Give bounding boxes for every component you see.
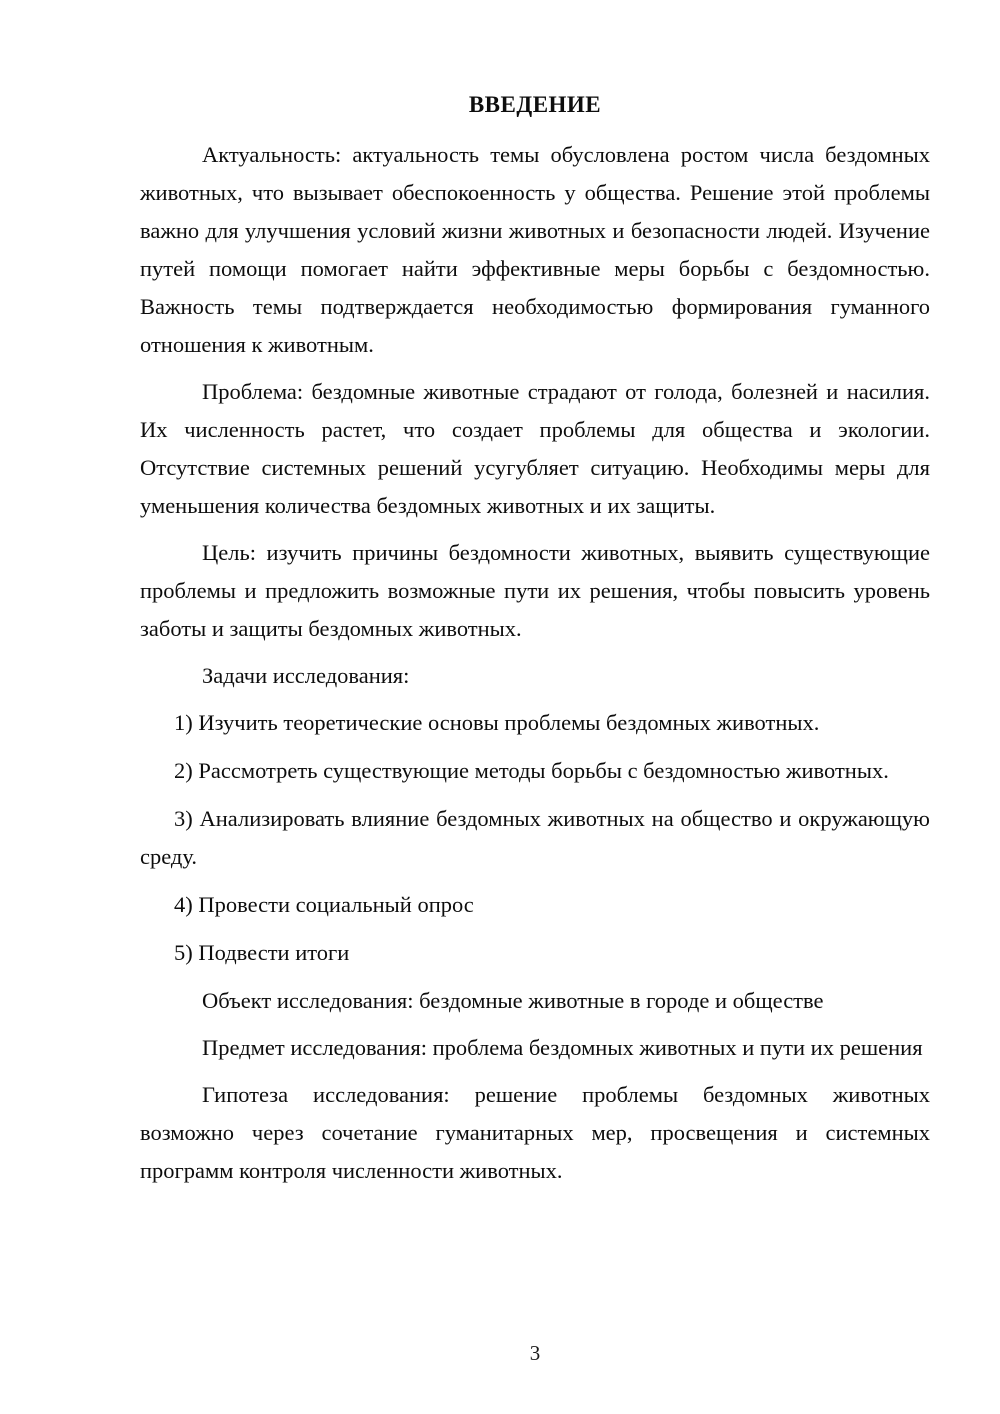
- paragraph-predmet: Предмет исследования: проблема бездомных животных и пути их решения: [202, 1035, 923, 1060]
- paragraph-obekt: Объект исследования: бездомные животные в городе и обществе: [202, 988, 824, 1013]
- paragraph-aktualnost: Актуальность: актуальность темы обусловлена ростом числа бездомных животных, что вызывает обеспокоенность у общества. Решение этой проблемы важно для улучшения условий жизни животных и безопасности людей. Изучение путей помощи помогает найти эффективные меры борьбы с бездомностью. Важность темы подтверждается необходимостью формирования гуманного отношения к животным.: [140, 142, 930, 357]
- paragraph-problema: Проблема: бездомные животные страдают от голода, болезней и насилия. Их численность растет, что создает проблемы для общества и экологии. Отсутствие системных решений усугубляет ситуацию. Необходимы меры для уменьшения количества бездомных животных и их защиты.: [140, 379, 930, 518]
- task-item-2: 2) Рассмотреть существующие методы борьбы с бездомностью животных.: [174, 758, 889, 783]
- page-number: 3: [529, 1341, 541, 1365]
- paragraph-gipoteza: Гипотеза исследования: решение проблемы бездомных животных возможно через сочетание гуманитарных мер, просвещения и системных программ контроля численности животных.: [140, 1082, 930, 1183]
- document-title: ВВЕДЕНИЕ: [468, 92, 602, 117]
- paragraph-tsel: Цель: изучить причины бездомности животных, выявить существующие проблемы и предложить возможные пути их решения, чтобы повысить уровень заботы и защиты бездомных животных.: [140, 540, 930, 641]
- task-item-3: 3) Анализировать влияние бездомных животных на общество и окружающую среду.: [140, 806, 930, 869]
- task-item-5: 5) Подвести итоги: [174, 940, 350, 965]
- task-item-4: 4) Провести социальный опрос: [174, 892, 474, 917]
- tasks-heading: Задачи исследования:: [202, 663, 410, 688]
- task-item-1: 1) Изучить теоретические основы проблемы бездомных животных.: [174, 710, 820, 735]
